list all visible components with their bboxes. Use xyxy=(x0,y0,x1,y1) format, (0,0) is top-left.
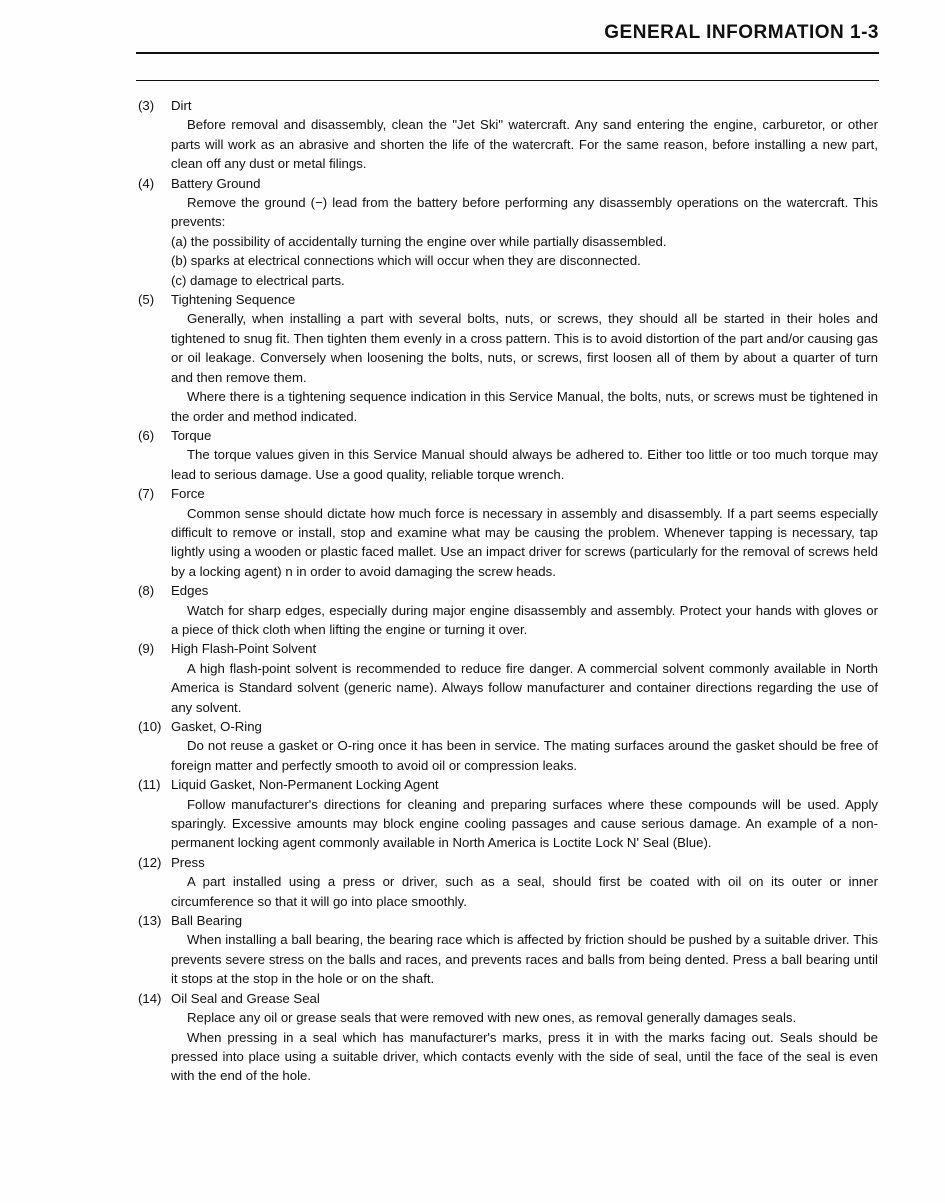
section-number: (11) xyxy=(138,777,161,793)
section-number: (5) xyxy=(138,292,155,308)
section-title: Tightening Sequence xyxy=(171,292,296,308)
header-rule xyxy=(136,52,879,54)
section-title: Press xyxy=(171,854,205,870)
section xyxy=(138,581,878,639)
section-paragraph: A part installed using a press or driver, such as a seal, should first be coated with oil on its outer or inner circumference so that it will go into place smoothly. xyxy=(171,874,878,909)
section-paragraph: Remove the ground (−) lead from the battery before performing any disassembly operations on the watercraft. This prevents: xyxy=(171,195,878,230)
section xyxy=(138,174,878,290)
section-paragraph: Generally, when installing a part with several bolts, nuts, or screws, they should all be started in their holes and tightened to snug fit. Then tighten them evenly in a cross pattern. This is to avoid distortion of the part and/or causing gas or oil leakage. Conversely when loosening the bolts, nuts, or screws, first loosen all of them by about a quarter of turn and then remove them. xyxy=(171,311,878,385)
section xyxy=(138,96,878,174)
content-body xyxy=(138,96,878,1086)
list-item: (b) sparks at electrical connections which will occur when they are disconnected. xyxy=(171,253,641,269)
section-paragraph: Where there is a tightening sequence indication in this Service Manual, the bolts, nuts, or screws must be tightened in the order and method indicated. xyxy=(171,389,878,424)
section-title: Dirt xyxy=(171,98,192,113)
section-number: (12) xyxy=(138,854,162,870)
section-title: Battery Ground xyxy=(171,175,261,191)
section-heading xyxy=(138,853,878,872)
section-number: (6) xyxy=(138,427,155,443)
page-number: 1-3 xyxy=(850,22,879,43)
section-title: Gasket, O-Ring xyxy=(171,719,262,734)
section-number: (10) xyxy=(138,719,162,734)
section-paragraph: When pressing in a seal which has manufacturer's marks, press it in with the marks facing out. Seals should be pressed into place using a suitable driver, which contacts evenly with the side of seal, until the face of the seal is even with the end of the hole. xyxy=(171,1029,878,1084)
section-paragraph: Common sense should dictate how much force is necessary in assembly and disassembly. If a part seems especially difficult to remove or install, stop and examine what may be causing the problem. Whenever tapping is necessary, tap lightly using a wooden or plastic faced mallet. Use an impact driver for screws (particularly for the removal of screws held by a locking agent) n in order to avoid damaging the screw heads. xyxy=(171,505,878,579)
section-heading xyxy=(138,290,878,309)
section-number: (3) xyxy=(138,98,155,113)
section-paragraph: Watch for sharp edges, especially during major engine disassembly and assembly. Protect your hands with gloves or a piece of thick cloth when lifting the engine or turning it over. xyxy=(171,602,878,637)
section-heading xyxy=(138,639,878,658)
list-item: (c) damage to electrical parts. xyxy=(171,272,345,288)
section-heading xyxy=(138,911,878,930)
header-title: GENERAL INFORMATION xyxy=(604,22,845,43)
section-heading xyxy=(138,775,878,794)
section-heading xyxy=(138,581,878,600)
section xyxy=(138,290,878,426)
section xyxy=(138,717,878,775)
section-title: Oil Seal and Grease Seal xyxy=(171,990,320,1006)
section xyxy=(138,639,878,717)
list-item: (a) the possibility of accidentally turning the engine over while partially disassembled. xyxy=(171,233,667,249)
section-title: Force xyxy=(171,486,205,502)
section-heading xyxy=(138,96,878,115)
section xyxy=(138,989,878,1086)
section-number: (4) xyxy=(138,175,155,191)
section-paragraph: Replace any oil or grease seals that were removed with new ones, as removal generally damages seals. xyxy=(187,1010,797,1026)
section-heading xyxy=(138,717,878,736)
section-number: (14) xyxy=(138,990,162,1006)
section-number: (8) xyxy=(138,583,155,599)
section-title: High Flash-Point Solvent xyxy=(171,641,317,657)
section-heading xyxy=(138,484,878,503)
section-heading xyxy=(138,426,878,445)
section xyxy=(138,775,878,853)
section-heading xyxy=(138,174,878,193)
section xyxy=(138,911,878,989)
section-paragraph: Do not reuse a gasket or O-ring once it has been in service. The mating surfaces around the gasket should be free of foreign matter and perfectly smooth to avoid oil or compression leaks. xyxy=(171,738,878,773)
section-title: Ball Bearing xyxy=(171,913,243,929)
section-number: (9) xyxy=(138,641,155,657)
section-heading xyxy=(138,989,878,1008)
section-title: Edges xyxy=(171,583,209,599)
header-rule-lower xyxy=(136,80,879,81)
section-paragraph: The torque values given in this Service Manual should always be adhered to. Either too little or too much torque may lead to serious damage. Use a good quality, reliable torque wrench. xyxy=(171,447,878,482)
section-number: (13) xyxy=(138,913,162,929)
section-number: (7) xyxy=(138,486,155,502)
section xyxy=(138,426,878,484)
section xyxy=(138,853,878,911)
section-paragraph: When installing a ball bearing, the bearing race which is affected by friction should be pushed by a suitable driver. This prevents severe stress on the balls and races, and prevents races and balls from being dented. Press a ball bearing until it stops at the stop in the hole or on the shaft. xyxy=(171,932,878,987)
page-header xyxy=(136,22,879,44)
section-title: Torque xyxy=(171,427,212,443)
section-paragraph: A high flash-point solvent is recommended to reduce fire danger. A commercial solvent commonly available in North America is Standard solvent (generic name). Always follow manufacturer and container directions regarding the use of any solvent. xyxy=(171,660,878,715)
section-paragraph: Follow manufacturer's directions for cleaning and preparing surfaces where these compounds will be used. Apply sparingly. Excessive amounts may block engine cooling passages and cause serious damage. An example of a non-permanent locking agent commonly available in North America is Loctite Lock N' Seal (Blue). xyxy=(171,796,878,851)
section xyxy=(138,484,878,581)
section-title: Liquid Gasket, Non-Permanent Locking Agent xyxy=(171,777,439,793)
section-paragraph: Before removal and disassembly, clean the "Jet Ski" watercraft. Any sand entering the engine, carburetor, or other parts will work as an abrasive and shorten the life of the watercraft. For the same reason, before installing a new part, clean off any dust or metal filings. xyxy=(171,117,878,172)
